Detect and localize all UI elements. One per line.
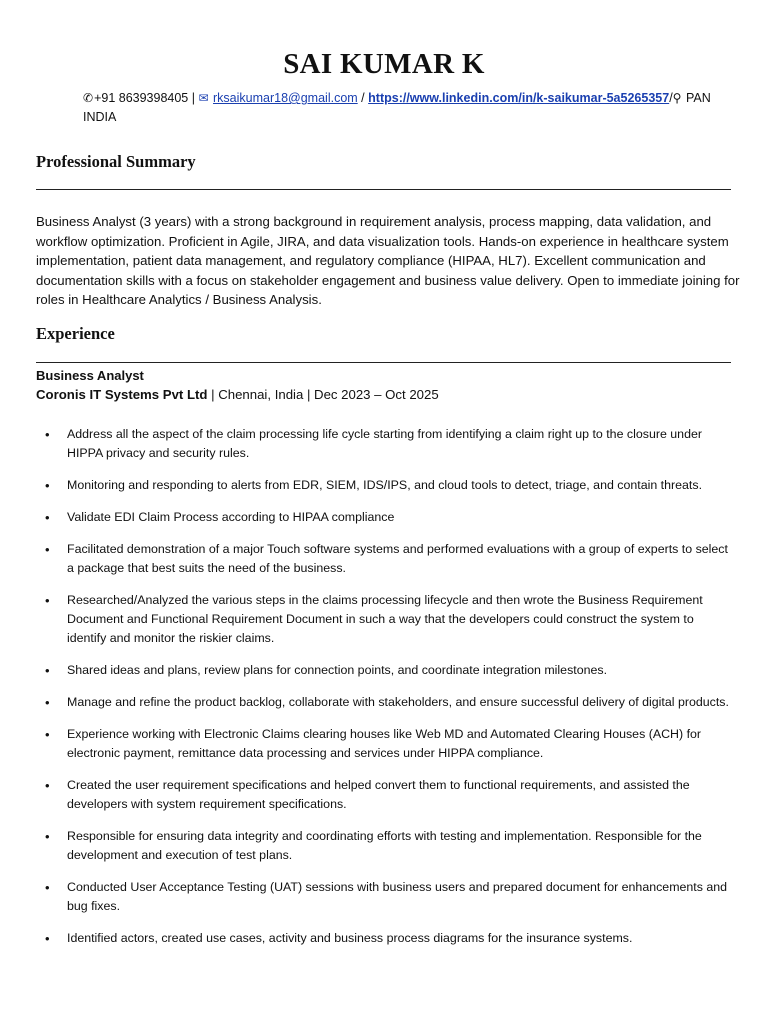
map-pin-icon: ⚲ (672, 91, 682, 105)
job-meta (36, 387, 439, 402)
summary-divider (36, 189, 731, 190)
phone-number: +91 8639398405 | (94, 91, 195, 105)
bullet-item: • Validate EDI Claim Process according to HIPAA compliance (36, 508, 736, 527)
job-title: Business Analyst (36, 368, 144, 383)
job-details: | Chennai, India | Dec 2023 – Oct 2025 (207, 387, 439, 402)
bullet-item: • Facilitated demonstration of a major Touch software systems and performed evaluations with a group of experts to select a package that best suits the need of the business. (36, 540, 736, 579)
location-prefix: / (669, 91, 673, 105)
location-text: PAN INDIA (83, 91, 711, 124)
bullet-item: • Manage and refine the product backlog, collaborate with stakeholders, and ensure successful delivery of digital products. (36, 693, 736, 712)
bullet-item: • Researched/Analyzed the various steps in the claims processing lifecycle and then wrote the Business Requirement Document and Functional Requirement Document in such a way that the developers could construct the system to identify and monitor the riskier claims. (36, 591, 736, 649)
bullet-item: • Monitoring and responding to alerts from EDR, SIEM, IDS/IPS, and cloud tools to detect, triage, and contain threats. (36, 476, 736, 495)
contact-line (83, 89, 733, 127)
bullet-item: • Address all the aspect of the claim processing life cycle starting from identifying a claim right up to the closure under HIPPA privacy and security rules. (36, 425, 736, 464)
email-link[interactable]: rksaikumar18@gmail.com (213, 91, 358, 105)
company-name: Coronis IT Systems Pvt Ltd (36, 387, 208, 402)
experience-divider (36, 362, 731, 363)
bullet-item: • Conducted User Acceptance Testing (UAT) sessions with business users and prepared document for enhancements and bug fixes. (36, 878, 736, 917)
experience-heading: Experience (36, 324, 115, 343)
experience-bullets (36, 425, 736, 961)
contact-separator: / (361, 91, 365, 105)
phone-icon: ✆ (83, 91, 94, 105)
summary-text: Business Analyst (3 years) with a strong background in requirement analysis, process mapping, data validation, and workflow optimization. Proficient in Agile, JIRA, and data visualization tools. Hands-on experience in healthcare system implementation, patient data management, and regulatory compliance (HIPAA, HL7). Excellent communication and documentation skills with a focus on stakeholder engagement and business value delivery. Open to immediate joining for roles in Healthcare Analytics / Business Analysis. (36, 214, 740, 308)
bullet-item: • Identified actors, created use cases, activity and business process diagrams for the insurance systems. (36, 929, 736, 948)
bullet-item: • Created the user requirement specifications and helped convert them to functional requirements, and assisted the developers with system requirement specifications. (36, 776, 736, 815)
bullet-item: • Experience working with Electronic Claims clearing houses like Web MD and Automated Clearing Houses (ACH) for electronic payment, remittance data processing and services under HIPPA compliance. (36, 725, 736, 764)
bullet-item: • Shared ideas and plans, review plans for connection points, and coordinate integration milestones. (36, 661, 736, 680)
envelope-icon: ✉ (198, 91, 209, 105)
summary-heading: Professional Summary (36, 152, 196, 171)
candidate-name: SAI KUMAR K (283, 48, 485, 80)
linkedin-link[interactable]: https://www.linkedin.com/in/k-saikumar-5a5265357 (368, 91, 670, 105)
bullet-item: • Responsible for ensuring data integrity and coordinating efforts with testing and implementation. Responsible for the development and execution of test plans. (36, 827, 736, 866)
